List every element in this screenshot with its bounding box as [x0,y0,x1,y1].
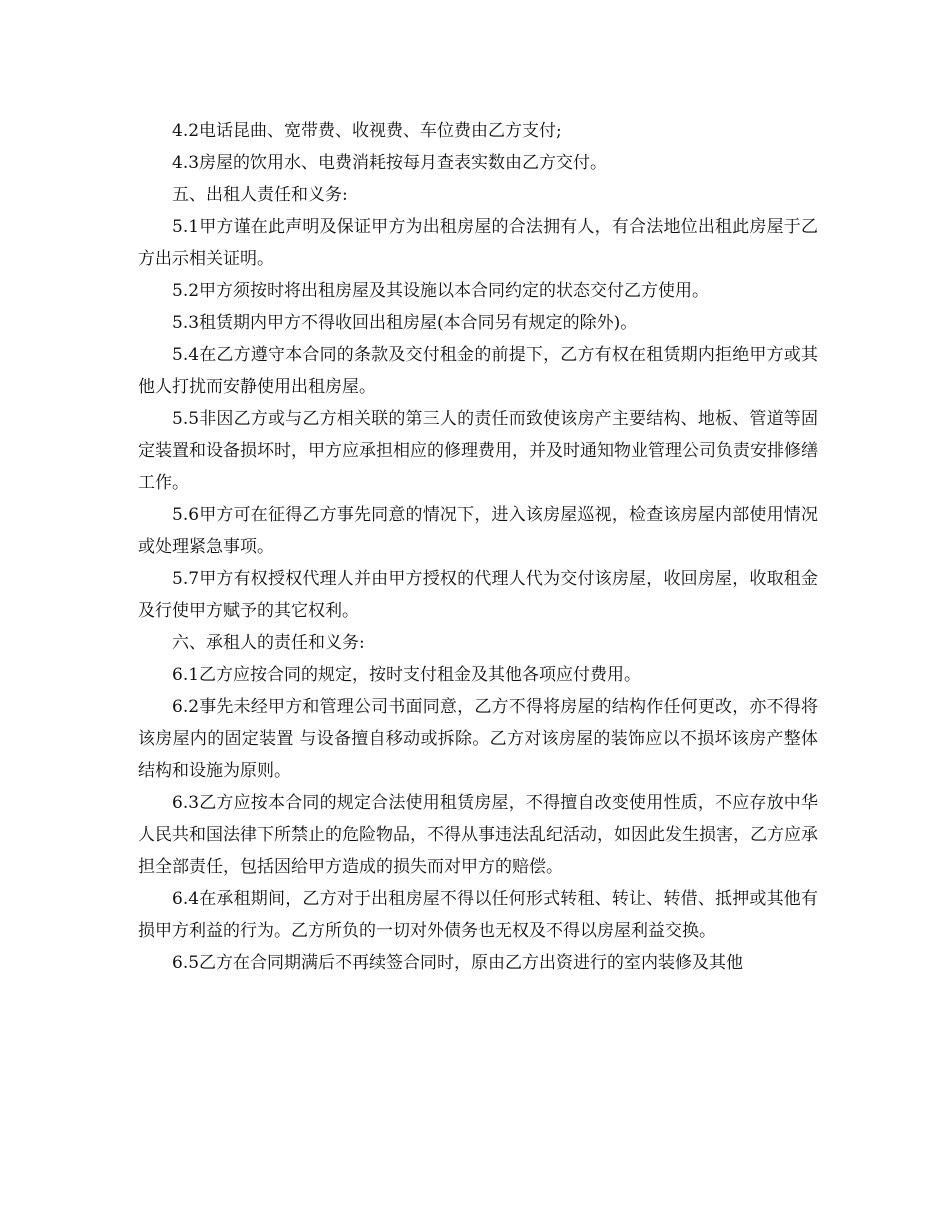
section-heading-lessor: 五、出租人责任和义务: [172,185,348,205]
paragraph-5-2: 5.2甲方须按时将出租房屋及其设施以本合同约定的状态交付乙方使用。 [172,281,710,301]
document-body [138,115,818,979]
paragraph-5-7: 5.7甲方有权授权代理人并由甲方授权的代理人代为交付该房屋，收回房屋，收取租金及行使甲方赋予的其它权利。 [138,569,818,621]
paragraph-6-5: 6.5乙方在合同期满后不再续签合同时，原由乙方出资进行的室内装修及其他 [172,953,744,973]
section-heading-lessee: 六、承租人的责任和义务: [172,633,365,653]
paragraph-5-6: 5.6甲方可在征得乙方事先同意的情况下，进入该房屋巡视，检查该房屋内部使用情况或处理紧急事项。 [138,505,818,557]
paragraph-6-2: 6.2事先未经甲方和管理公司书面同意，乙方不得将房屋的结构作任何更改，亦不得将该房屋内的固定装置 与设备擅自移动或拆除。乙方对该房屋的装饰应以不损坏该房产整体结构和设施为原则。 [138,697,818,781]
paragraph-5-4: 5.4在乙方遵守本合同的条款及交付租金的前提下，乙方有权在租赁期内拒绝甲方或其他人打扰而安静使用出租房屋。 [138,345,818,397]
paragraph-6-4: 6.4在承租期间，乙方对于出租房屋不得以任何形式转租、转让、转借、抵押或其他有损甲方利益的行为。乙方所负的一切对外债务也无权及不得以房屋利益交换。 [138,889,818,941]
paragraph-4-2: 4.2电话昆曲、宽带费、收视费、车位费由乙方支付; [172,121,562,141]
paragraph-5-5: 5.5非因乙方或与乙方相关联的第三人的责任而致使该房产主要结构、地板、管道等固定装置和设备损坏时，甲方应承担相应的修理费用，并及时通知物业管理公司负责安排修缮工作。 [138,409,818,493]
paragraph-6-3: 6.3乙方应按本合同的规定合法使用租赁房屋，不得擅自改变使用性质，不应存放中华人民共和国法律下所禁止的危险物品，不得从事违法乱纪活动，如因此发生损害，乙方应承担全部责任，包括因给甲方造成的损失而对甲方的赔偿。 [138,793,818,877]
paragraph-6-1: 6.1乙方应按合同的规定，按时支付租金及其他各项应付费用。 [172,665,642,685]
paragraph-5-1: 5.1甲方谨在此声明及保证甲方为出租房屋的合法拥有人，有合法地位出租此房屋于乙方出示相关证明。 [138,217,818,269]
paragraph-4-3: 4.3房屋的饮用水、电费消耗按每月查表实数由乙方交付。 [172,153,608,173]
paragraph-5-3: 5.3租赁期内甲方不得收回出租房屋(本合同另有规定的除外)。 [172,313,638,333]
